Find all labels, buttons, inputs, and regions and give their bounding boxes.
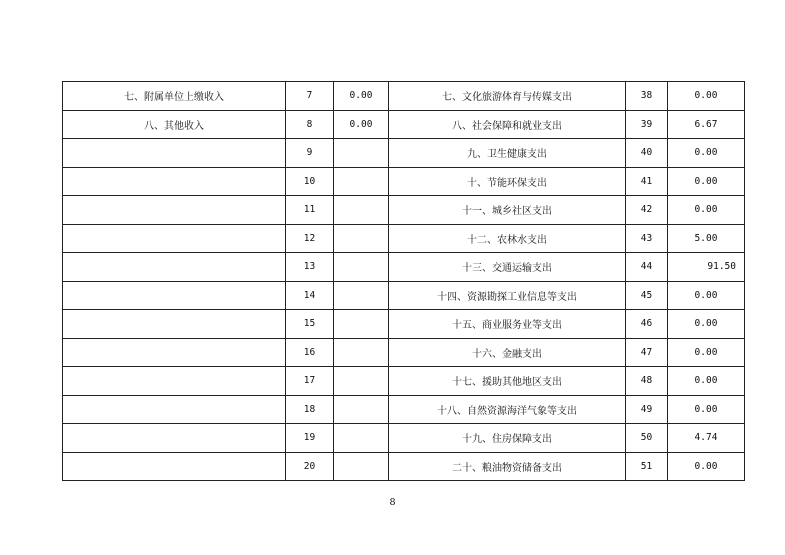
income-amount-cell [334, 452, 389, 481]
table-row [63, 395, 745, 424]
income-line-number-cell: 10 [286, 167, 334, 196]
income-amount-cell [334, 310, 389, 339]
expense-item-cell: 八、社会保障和就业支出 [389, 110, 626, 139]
expense-amount-cell: 0.00 [668, 338, 745, 367]
expense-line-number-cell: 47 [626, 338, 668, 367]
income-amount-cell: 0.00 [334, 82, 389, 111]
table-row [63, 452, 745, 481]
table-row [63, 110, 745, 139]
income-line-number-cell: 12 [286, 224, 334, 253]
table-row [63, 338, 745, 367]
income-item-cell [63, 253, 286, 282]
expense-amount-cell: 0.00 [668, 82, 745, 111]
income-line-number-cell: 8 [286, 110, 334, 139]
expense-line-number-cell: 39 [626, 110, 668, 139]
income-item-cell [63, 167, 286, 196]
income-amount-cell [334, 367, 389, 396]
expense-amount-cell: 0.00 [668, 310, 745, 339]
income-amount-cell: 0.00 [334, 110, 389, 139]
table-row [63, 224, 745, 253]
expense-item-cell: 二十、粮油物资储备支出 [389, 452, 626, 481]
budget-table-body [63, 82, 745, 481]
expense-item-cell: 十三、交通运输支出 [389, 253, 626, 282]
expense-amount-cell: 0.00 [668, 452, 745, 481]
expense-amount-cell: 0.00 [668, 139, 745, 168]
income-line-number-cell: 15 [286, 310, 334, 339]
table-row [63, 253, 745, 282]
income-amount-cell [334, 167, 389, 196]
expense-item-cell: 九、卫生健康支出 [389, 139, 626, 168]
expense-line-number-cell: 50 [626, 424, 668, 453]
table-row [63, 281, 745, 310]
expense-item-cell: 十八、自然资源海洋气象等支出 [389, 395, 626, 424]
income-amount-cell [334, 196, 389, 225]
expense-amount-cell: 0.00 [668, 281, 745, 310]
expense-amount-cell: 6.67 [668, 110, 745, 139]
expense-item-cell: 十九、住房保障支出 [389, 424, 626, 453]
expense-line-number-cell: 51 [626, 452, 668, 481]
income-line-number-cell: 11 [286, 196, 334, 225]
income-amount-cell [334, 424, 389, 453]
expense-amount-cell: 5.00 [668, 224, 745, 253]
income-item-cell [63, 338, 286, 367]
income-line-number-cell: 19 [286, 424, 334, 453]
income-line-number-cell: 9 [286, 139, 334, 168]
income-item-cell: 八、其他收入 [63, 110, 286, 139]
income-line-number-cell: 16 [286, 338, 334, 367]
income-item-cell [63, 281, 286, 310]
income-line-number-cell: 13 [286, 253, 334, 282]
expense-item-cell: 十一、城乡社区支出 [389, 196, 626, 225]
expense-amount-cell: 0.00 [668, 167, 745, 196]
income-amount-cell [334, 281, 389, 310]
income-item-cell [63, 367, 286, 396]
expense-item-cell: 十七、援助其他地区支出 [389, 367, 626, 396]
expense-amount-cell: 4.74 [668, 424, 745, 453]
income-line-number-cell: 17 [286, 367, 334, 396]
income-item-cell [63, 395, 286, 424]
page-number: 8 [389, 497, 396, 508]
expense-line-number-cell: 46 [626, 310, 668, 339]
income-item-cell: 七、附属单位上缴收入 [63, 82, 286, 111]
table-row [63, 167, 745, 196]
expense-amount-cell: 0.00 [668, 196, 745, 225]
expense-line-number-cell: 38 [626, 82, 668, 111]
expense-line-number-cell: 43 [626, 224, 668, 253]
income-line-number-cell: 18 [286, 395, 334, 424]
income-item-cell [63, 424, 286, 453]
table-row [63, 310, 745, 339]
table-row [63, 139, 745, 168]
income-item-cell [63, 452, 286, 481]
expense-line-number-cell: 40 [626, 139, 668, 168]
expense-line-number-cell: 45 [626, 281, 668, 310]
expense-amount-cell: 0.00 [668, 367, 745, 396]
table-row [63, 424, 745, 453]
expense-amount-cell: 0.00 [668, 395, 745, 424]
expense-line-number-cell: 42 [626, 196, 668, 225]
expense-line-number-cell: 49 [626, 395, 668, 424]
table-row [63, 196, 745, 225]
expense-line-number-cell: 41 [626, 167, 668, 196]
income-amount-cell [334, 224, 389, 253]
expense-item-cell: 十二、农林水支出 [389, 224, 626, 253]
income-item-cell [63, 139, 286, 168]
income-amount-cell [334, 139, 389, 168]
expense-item-cell: 十六、金融支出 [389, 338, 626, 367]
expense-item-cell: 十四、资源勘探工业信息等支出 [389, 281, 626, 310]
expense-line-number-cell: 44 [626, 253, 668, 282]
budget-table [62, 81, 745, 481]
expense-item-cell: 十、节能环保支出 [389, 167, 626, 196]
expense-item-cell: 十五、商业服务业等支出 [389, 310, 626, 339]
expense-amount-cell: 91.50 [668, 253, 745, 282]
expense-item-cell: 七、文化旅游体育与传媒支出 [389, 82, 626, 111]
table-row [63, 367, 745, 396]
expense-line-number-cell: 48 [626, 367, 668, 396]
income-amount-cell [334, 395, 389, 424]
income-item-cell [63, 310, 286, 339]
table-row [63, 82, 745, 111]
income-line-number-cell: 14 [286, 281, 334, 310]
income-amount-cell [334, 253, 389, 282]
income-amount-cell [334, 338, 389, 367]
income-line-number-cell: 20 [286, 452, 334, 481]
income-item-cell [63, 196, 286, 225]
income-item-cell [63, 224, 286, 253]
income-line-number-cell: 7 [286, 82, 334, 111]
